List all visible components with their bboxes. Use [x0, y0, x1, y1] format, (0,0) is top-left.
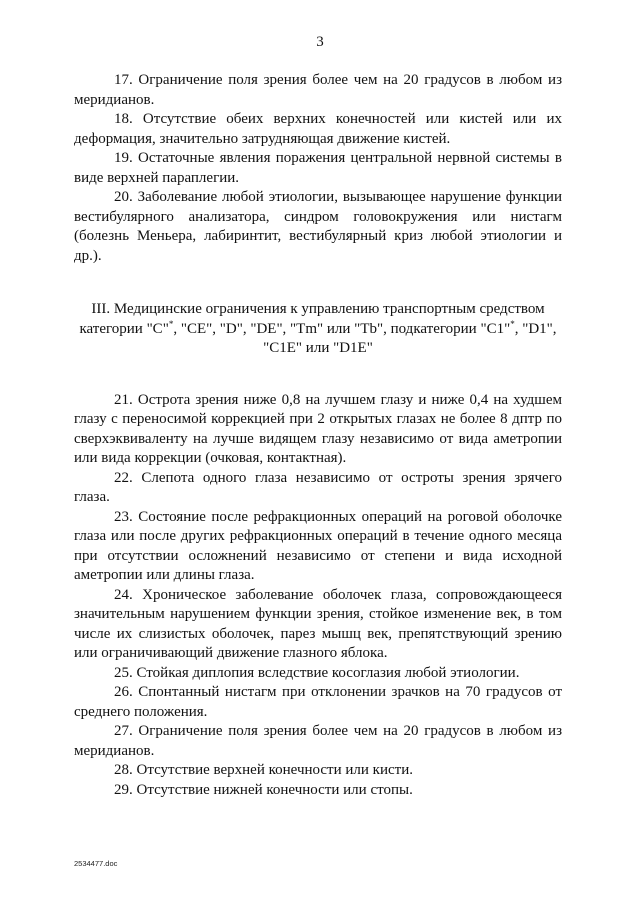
footnote-mark-2: *	[510, 318, 515, 329]
heading-part-2: , "CE", "D", "DE", "Tm" или "Tb", подкатегории "C1"	[173, 320, 511, 337]
section-heading-line-3: "C1E" или "D1E"	[263, 340, 373, 356]
paragraph-27: 27. Ограничение поля зрения более чем на 20 градусов в любом из меридианов.	[74, 723, 562, 759]
section-heading-line-1: III. Медицинские ограничения к управлению транспортным средством	[91, 301, 545, 317]
footnote-mark-1: *	[168, 318, 174, 329]
paragraph-25: 25. Стойкая диплопия вследствие косоглазия любой этиологии.	[114, 664, 520, 681]
paragraph-29: 29. Отсутствие нижней конечности или стопы.	[114, 781, 413, 798]
paragraph-28: 28. Отсутствие верхней конечности или кисти.	[114, 762, 413, 778]
paragraph-22: 22. Слепота одного глаза независимо от остроты зрения зрячего глаза.	[74, 469, 562, 505]
paragraph-20: 20. Заболевание любой этиологии, вызывающее нарушение функции вестибулярного анализатора, синдром головокружения или нистагм (болезнь Меньера, лабиринтит, вестибулярный криз любой этиологии и др.).	[74, 189, 562, 264]
paragraph-21: 21. Острота зрения ниже 0,8 на лучшем глазу и ниже 0,4 на худшем глазу с переносимой коррекцией при 2 открытых глазах не более 8 дптр по сверхэквиваленту на лучше видящем глазу независимо от вида аметропии или вида коррекции (очковая, контактная).	[74, 391, 562, 466]
paragraph-17: 17. Ограничение поля зрения более чем на 20 градусов в любом из меридианов.	[74, 72, 562, 108]
paragraph-26: 26. Спонтанный нистагм при отклонении зрачков на 70 градусов от среднего положения.	[74, 684, 562, 720]
heading-part-3: , "D1",	[514, 320, 557, 337]
heading-part-1: категории "C"	[79, 320, 169, 337]
paragraph-19: 19. Остаточные явления поражения центральной нервной системы в виде верхней параплегии.	[74, 150, 562, 186]
section-heading-line-2	[74, 320, 562, 340]
page-number: 3	[316, 34, 324, 50]
section-heading	[74, 300, 562, 359]
paragraph-24: 24. Хроническое заболевание оболочек глаза, сопровождающееся значительным нарушением функции зрения, стойкое изменение век, в том числе их слизистых оболочек, парез мышц век, препятствующий зрению или ограничивающий движение глазного яблока.	[74, 586, 562, 661]
document-body	[74, 71, 562, 800]
paragraph-23: 23. Состояние после рефракционных операций на роговой оболочке глаза или после других рефракционных операций в течение одного месяца при отсутствии осложнений независимо от степени и вида исходной аметропии или длины глаза.	[74, 508, 562, 583]
file-name-footer: 2534477.doc	[74, 859, 118, 868]
paragraph-18: 18. Отсутствие обеих верхних конечностей или кистей или их деформация, значительно затрудняющая движение кистей.	[74, 111, 562, 147]
